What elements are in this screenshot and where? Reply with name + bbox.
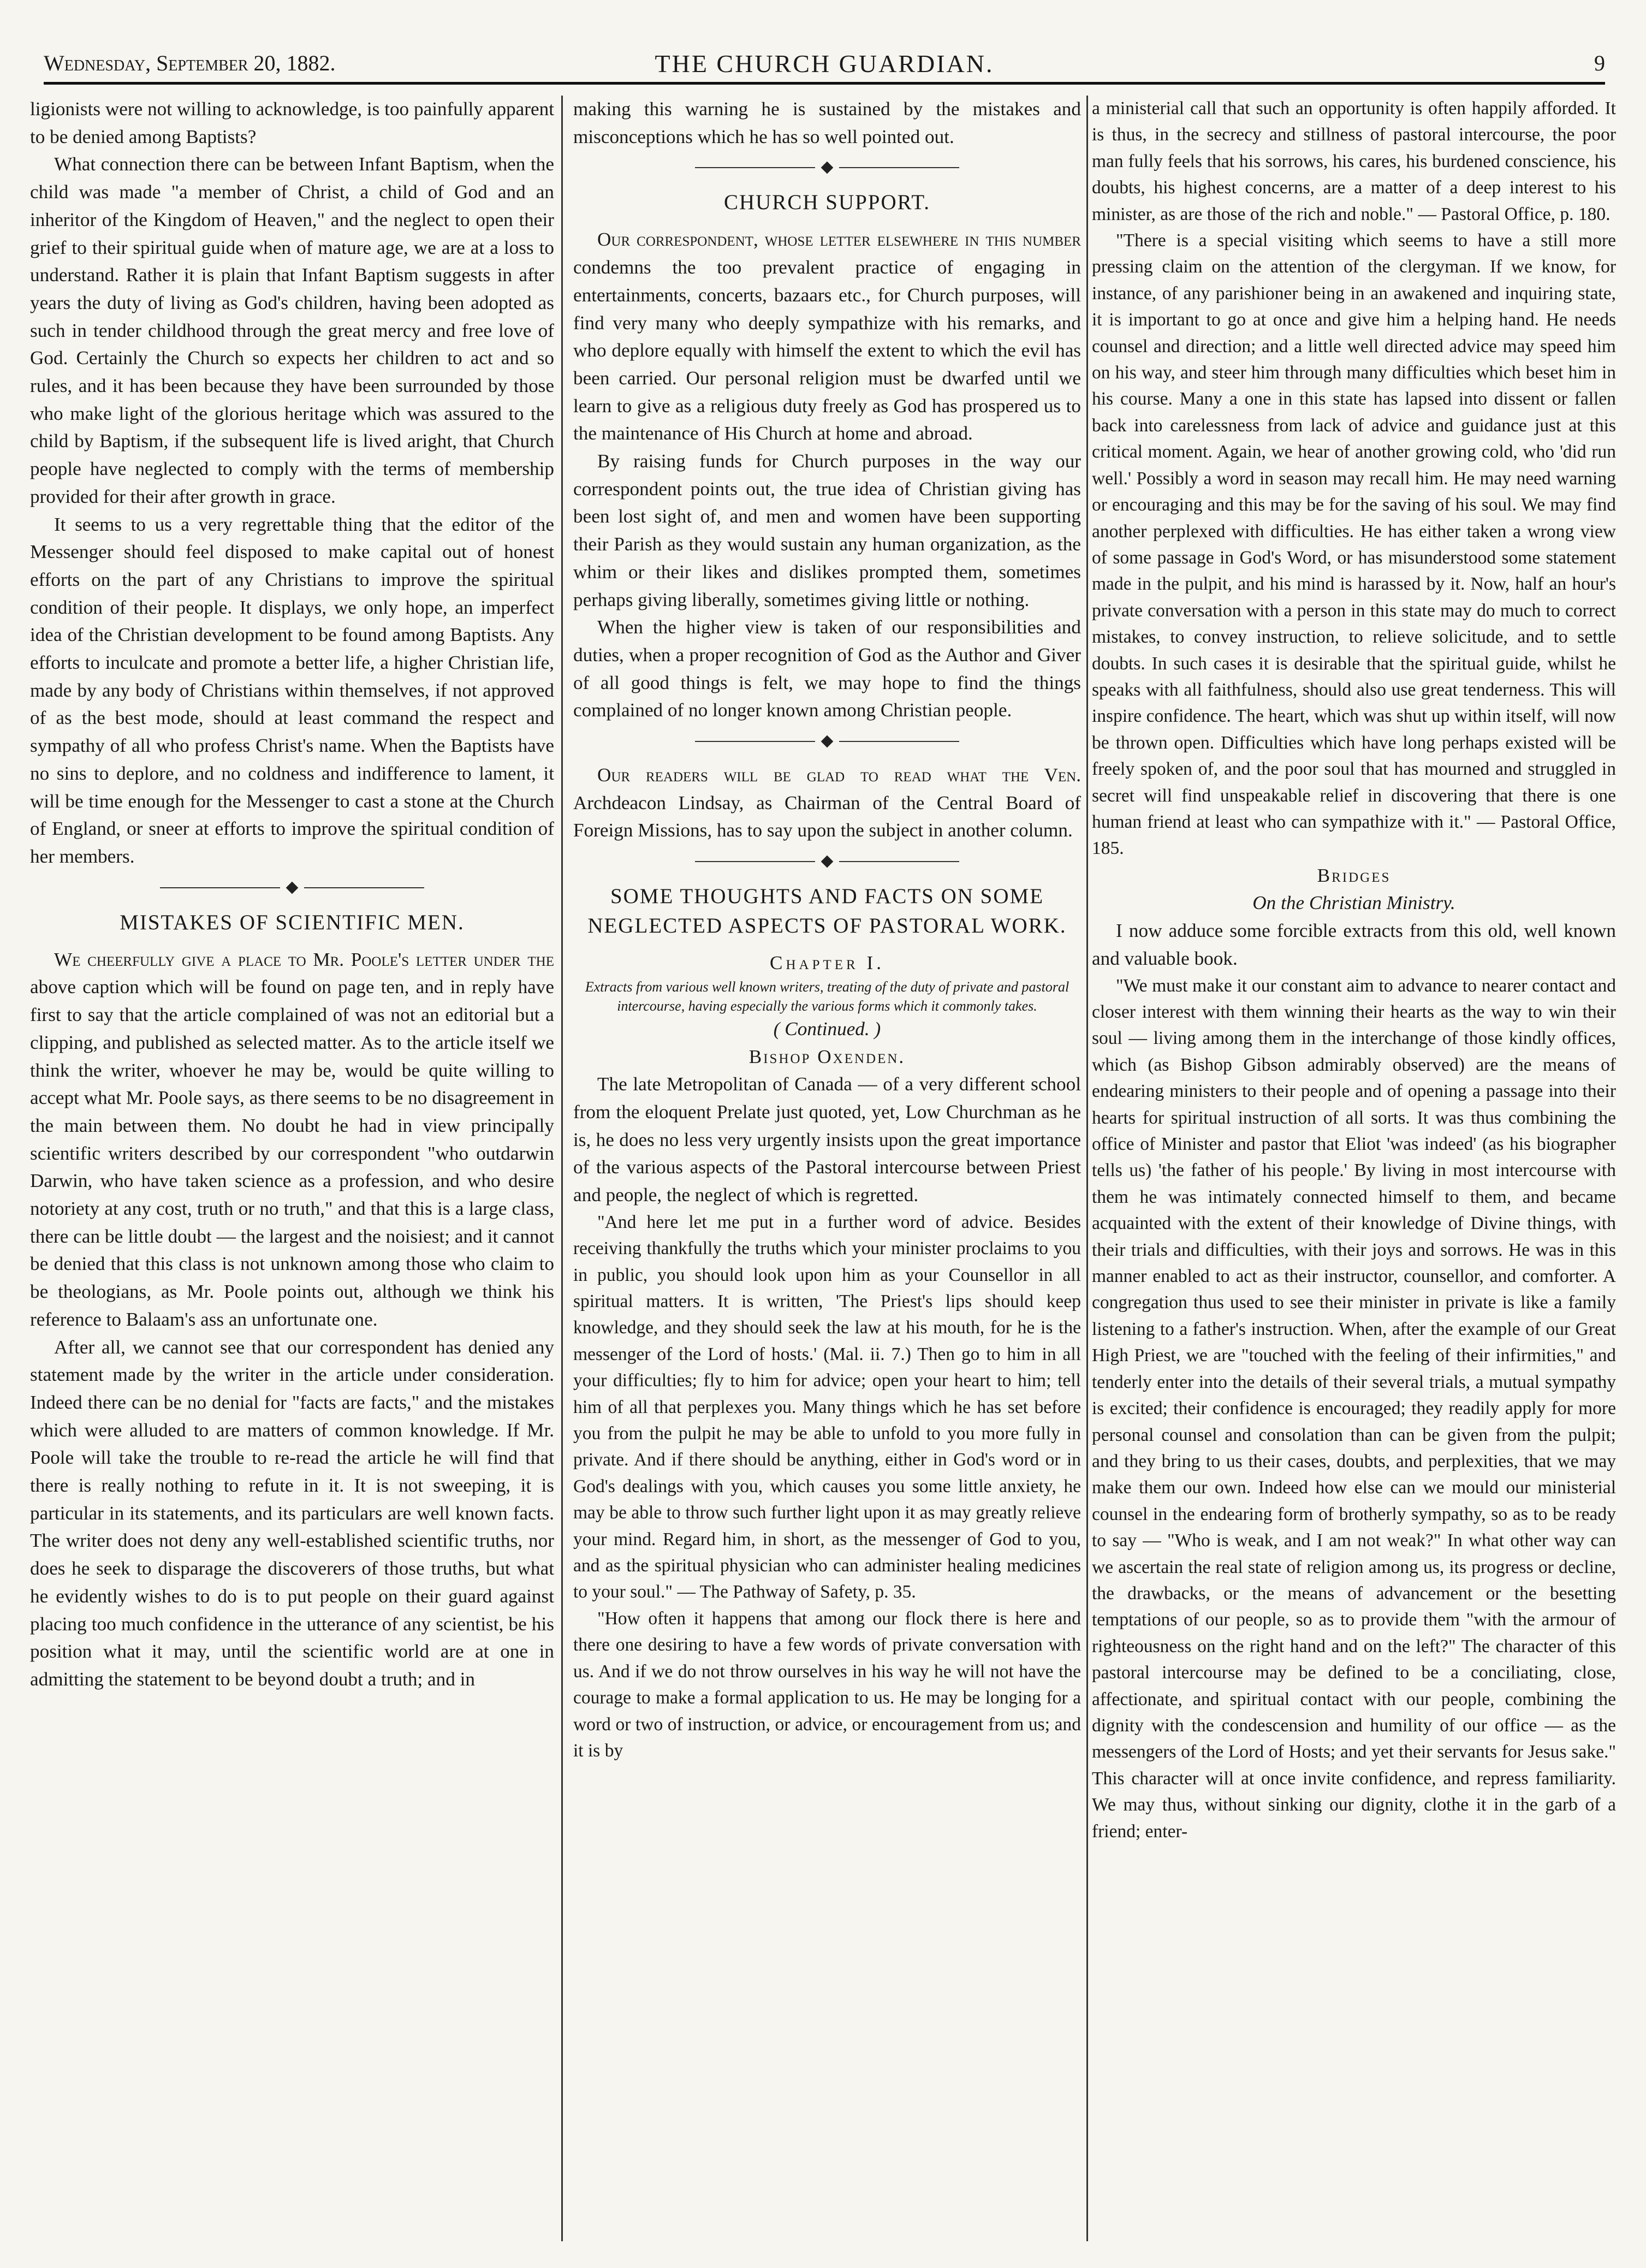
paragraph: ligionists were not willing to acknowledge, is too painfully apparent to be denied among Baptists? <box>30 98 554 147</box>
masthead <box>44 44 1605 85</box>
paragraph: Our correspondent, whose letter elsewhere in this number condemns the too prevalent practice of engaging in entertainments, concerts, bazaars etc., for Church purposes, will find very many who deeply sympathize with his remarks, and who deplore equally with himself the extent to which the evil has been carried. Our personal religion must be dwarfed until we learn to give as a religious duty freely as God has prospered us to the maintenance of His Church at home and abroad. <box>573 229 1081 444</box>
paragraph: "And here let me put in a further word of advice. Besides receiving thankfully the truths which your minister proclaims to you in public, you should look upon him as your Counsellor in all spiritual matters. It is written, 'The Priest's lips should keep knowledge, and they should seek the law at his mouth, for he is the messenger of the Lord of hosts.' (Mal. ii. 7.) Then go to him in all your difficulties; fly to him for advice; open your heart to him; tell him of all that perplexes you. Many things which he has set before you from the pulpit he may be able to unfold to you more fully in private. And if there should be anything, either in God's word or in God's dealings with you, which causes you some little anxiety, he may be able to throw such further light upon it as may greatly relieve your mind. Regard him, in short, as the messenger of God to you, and as the spiritual physician who can administer healing medicines to your soul." — The Pathway of Safety, p. 35. <box>573 1212 1081 1602</box>
section-author: Bridges <box>1317 864 1391 886</box>
paragraph: Our readers will be glad to read what the Ven. Archdeacon Lindsay, as Chairman of the Central Board of Foreign Missions, has to say upon the subject in another column. <box>573 764 1081 841</box>
paragraph: By raising funds for Church purposes in the way our correspondent points out, the true idea of Christian giving has been lost sight of, and men and women have been supporting their Parish as they would sustain any human organization, as the whim or their likes and dislikes prompted them, sometimes perhaps giving liberally, sometimes giving little or nothing. <box>573 450 1081 610</box>
article-heading: SOME THOUGHTS AND FACTS ON SOME NEGLECTED ASPECTS OF PASTORAL WORK. <box>587 884 1067 938</box>
paragraph: We cheerfully give a place to Mr. Poole's letter under the above caption which will be found on page ten, and in reply have first to say that the article complained of was not an editorial but a clipping, and published as selected matter. As to the article itself we think the writer, whoever he may be, would be quite willing to accept what Mr. Poole says, as there seems to be no disagreement in the main between them. No doubt he had in view principally scientific writers described by our correspondent "who outdarwin Darwin, who have taken science as a profession, and who desire notoriety at any cost, truth or no truth," and that this is a large class, there can be little doubt — the largest and the noisiest; and it cannot be denied that this class is not unknown among those who claim to be theologians, as Mr. Poole points out, although we think his reference to Balaam's ass an unfortunate one. <box>30 948 554 1330</box>
chapter-subtitle: Extracts from various well known writers, treating of the duty of private and pastoral intercourse, having especially the various forms which it commonly takes. <box>585 978 1069 1014</box>
paragraph: "How often it happens that among our flock there is here and there one desiring to have a few words of private conversation with us. And if we do not throw ourselves in his way he will not have the courage to make a formal application to us. He may be longing for a word or two of instruction, or advice, or encouragement from us; and it is by <box>573 1608 1081 1761</box>
section-divider <box>573 732 1081 751</box>
paragraph: It seems to us a very regrettable thing that the editor of the Messenger should feel disposed to make capital out of honest efforts on the part of any Christians to improve the spiritual condition of their people. It displays, we only hope, an imperfect idea of the Christian development to be found among Baptists. Any efforts to inculcate and promote a better life, a higher Christian life, made by any body of Christians within themselves, if not approved of as the best mode, should at least command the respect and sympathy of all who profess Christ's name. When the Baptists have no sins to deplore, and no coldness and indifference to lament, it will be time enough for the Messenger to cast a stone at the Church of England, or sneer at efforts to improve the spiritual condition of her members. <box>30 513 554 867</box>
column-1 <box>30 96 554 2241</box>
paragraph: When the higher view is taken of our responsibilities and duties, when a proper recognition of God as the Author and Giver of all good things is felt, we may hope to find the things complained of no longer known among Christian people. <box>573 616 1081 721</box>
article-heading: MISTAKES OF SCIENTIFIC MEN. <box>120 910 465 934</box>
continued-note: ( Continued. ) <box>773 1018 881 1040</box>
column-rule <box>561 96 563 2241</box>
paragraph: What connection there can be between Infant Baptism, when the child was made "a member of Christ, a child of God and an inheritor of the Kingdom of Heaven," and the neglect to open their grief to their spiritual guide when of mature age, we are at a loss to understand. Rather it is plain that Infant Baptism suggests in after years the duty of living as God's children, having been adopted as such in tender childhood through the great mercy and free love of God. Certainly the Church so expects her children to act and so rules, and it has been because they have been surrounded by those who make light of the glorious heritage which was assured to the child by Baptism, if the subsequent life is lived aright, that Church people have neglected to comply with the terms of membership provided for their after growth in grace. <box>30 153 554 507</box>
paragraph: "There is a special visiting which seems to have a still more pressing claim on the attention of the clergyman. If we know, for instance, of any parishioner being in an awakened and inquiring state, it is important to go at once and give him a helping hand. He needs counsel and direction; and a little well directed advice may speed him on his way, and steer him through many difficulties which beset him in his course. Many a one in this state has lapsed into dissent or fallen back into carelessness from lack of advice and guidance just at this critical moment. Again, we hear of another growing cold, who 'did run well.' Possibly a word in season may recall him. He may need warning or encouraging and this may be for the saving of his soul. We may find another perplexed with difficulties. He has either taken a wrong view of some passage in God's Word, or has misunderstood some statement made in the pulpit, and his mind is harassed by it. Now, half an hour's private conversation with a person in this state may do much to correct mistakes, to convey instruction, to relieve solicitude, and to settle doubts. In such cases it is desirable that the spiritual guide, whilst he speaks with all faithfulness, should also use great tenderness. This will inspire confidence. The heart, which was shut up within itself, will now be thrown open. Difficulties which have long perhaps existed will be freely spoken of, and the poor soul that has mourned and struggled in secret will find unspeakable relief in discovering that there is one human friend at least who can sympathize with it." — Pastoral Office, 185. <box>1092 230 1616 859</box>
section-divider <box>30 878 554 897</box>
section-author-work: On the Christian Ministry. <box>1252 892 1455 914</box>
paragraph: making this warning he is sustained by the mistakes and misconceptions which he has so well pointed out. <box>573 98 1081 147</box>
column-rule <box>1086 96 1088 2241</box>
paragraph: a ministerial call that such an opportunity is often happily afforded. It is thus, in the secrecy and stillness of pastoral intercourse, the poor man fully feels that his sorrows, his cares, his burdened conscience, his doubts, his highest concerns, are a matter of a deep interest to his minister, as are those of the rich and noble." — Pastoral Office, p. 180. <box>1092 98 1616 224</box>
issue-date: Wednesday, September 20, 1882. <box>44 51 336 75</box>
section-divider <box>573 852 1081 871</box>
article-heading: CHURCH SUPPORT. <box>723 191 931 215</box>
section-author: Bishop Oxenden. <box>748 1046 906 1067</box>
paragraph: After all, we cannot see that our correspondent has denied any statement made by the writer in the article under consideration. Indeed there can be no denial for "facts are facts," and the mistakes which were alluded to are matters of common knowledge. If Mr. Poole will take the trouble to re-read the article he will find that there is really nothing to refute in it. It is not sweeping, it is particular in its statements, and its particulars are well known facts. The writer does not deny any well-established scientific truths, nor does he seek to disparage the discoverers of those truths, but what he evidently wishes to do is to put people on their guard against placing too much confidence in the utterance of any scientist, be his position what it may, until the scientific world are at one in admitting the statement to be beyond doubt a truth; and in <box>30 1336 554 1690</box>
column-3 <box>1092 96 1616 2241</box>
chapter-title: Chapter I. <box>769 952 884 974</box>
column-2 <box>573 96 1081 2241</box>
section-divider <box>573 158 1081 177</box>
page-number: 9 <box>1594 51 1605 75</box>
paragraph: I now adduce some forcible extracts from this old, well known and valuable book. <box>1092 920 1616 969</box>
newspaper-title: THE CHURCH GUARDIAN. <box>655 50 994 78</box>
paragraph: The late Metropolitan of Canada — of a very different school from the eloquent Prelate just quoted, yet, Low Churchman as he is, he does no less very urgently insists upon the great importance of the various aspects of the Pastoral intercourse between Priest and people, the neglect of which is regretted. <box>573 1073 1081 1206</box>
paragraph: "We must make it our constant aim to advance to nearer contact and closer interest with them winning their hearts as the way to win their soul — living among them in the interchange of those kindly offices, which (as Bishop Gibson admirably observed) are the means of endearing ministers to their people and of opening a passage into their hearts for spiritual instruction of all sorts. It was thus combining the office of Minister and pastor that Eliot 'was indeed' (as his biographer tells us) 'the father of his people.' By living in most intercourse with them he was intimately connected himself to them, and became acquainted with the extent of their knowledge of Divine things, with their trials and difficulties, with their joys and sorrows. He was in this manner enabled to act as their instructor, counsellor, and comforter. A congregation thus used to see their minister in private is like a family listening to a father's instruction. When, after the example of our Great High Priest, we are "touched with the feeling of their infirmities," and tenderly enter into the details of their several trials, a mutual sympathy is excited; their confidence is encouraged; they readily apply for more personal counsel and consolation than can be given from the pulpit; and they bring to us their cases, doubts, and perplexities, that we may make them our own. Indeed how else can we mould our ministerial counsel in the endearing form of brotherly sympathy, so as to be ready to say — "Who is weak, and I am not weak?" In what other way can we ascertain the real state of religion among us, its progress or decline, the drawbacks, or the means of advancement or the besetting temptations of our people, so as to provide them "with the armour of righteousness on the right hand and on the left?" The character of this pastoral intercourse may be defined to be a conciliating, close, affectionate, and spiritual contact with our people, combining the dignity with the condescension and humility of our office — as the messengers of the Lord of Hosts; and yet their servants for Jesus sake." This character will at once invite confidence, and repress familiarity. We may thus, without sinking our dignity, clothe it in the garb of a friend; enter- <box>1092 975 1616 1842</box>
